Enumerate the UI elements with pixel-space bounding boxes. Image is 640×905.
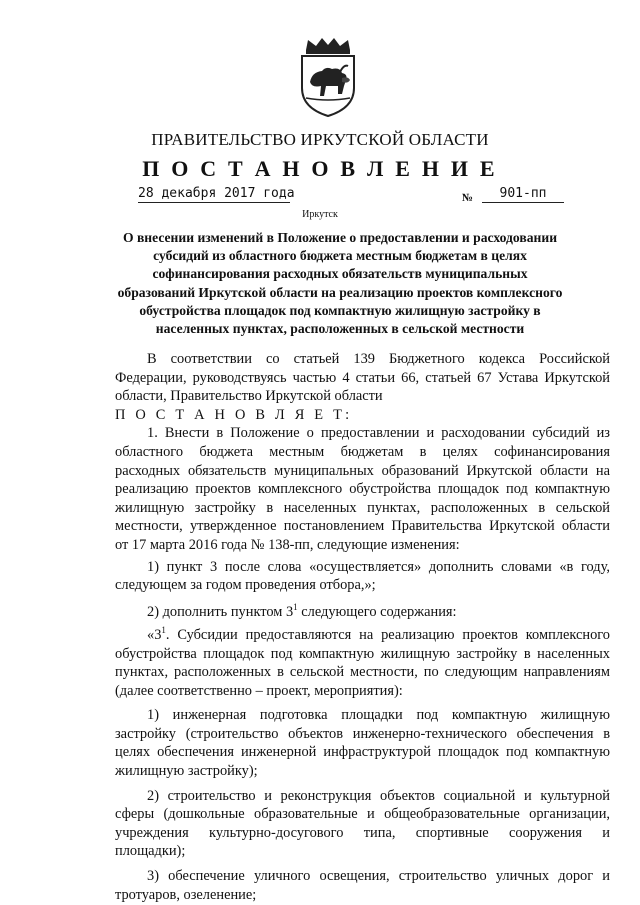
text-line: реализацию проектов комплексного обустройства площадок под компактную <box>115 481 610 498</box>
resolves-heading: П О С Т А Н О В Л Я Е Т: <box>115 406 353 423</box>
coat-of-arms-emblem <box>296 36 360 118</box>
text-line: учреждения культурно-досугового типа, спортивные сооружения и <box>115 824 610 841</box>
text-line: В соответствии со статьей 139 Бюджетного кодекса Российской <box>147 351 610 367</box>
city: Иркутск <box>302 209 338 220</box>
text-line: местности, утвержденное постановлением Правительства Иркутской области <box>115 518 610 535</box>
title-line: субсидий из областного бюджета местным бюджетам в целях <box>153 248 527 264</box>
text-line: застройку (строительство объектов инженерно-технического обеспечения в <box>115 725 610 742</box>
sub-item-2 <box>115 598 610 621</box>
text-line: площадки); <box>115 843 186 860</box>
superscript: 1 <box>161 625 166 636</box>
text-line: от 17 марта 2016 года № 138-пп, следующие изменения: <box>115 536 460 553</box>
title-line: образований Иркутской области на реализацию проектов комплексного <box>117 284 563 300</box>
document-title <box>100 229 580 338</box>
title-line: обустройства площадок под компактную жилищную застройку в <box>139 302 541 318</box>
text-line: 1) инженерная подготовка площадки под компактную жилищную <box>147 707 610 724</box>
item-1-paragraph <box>115 424 610 554</box>
text-line: 3) обеспечение уличного освещения, строительство уличных дорог и <box>147 868 610 885</box>
number-sign: № <box>462 192 474 204</box>
document-body <box>115 350 610 904</box>
text-line: обустройства площадок под компактную жилищную застройку в населенных <box>115 645 610 662</box>
text-line: тротуаров, озеленение; <box>115 886 257 903</box>
preamble-paragraph <box>115 350 610 406</box>
direction-1 <box>115 706 610 780</box>
text-line: 2) дополнить пунктом $3^1$ следующего содержания: <box>147 601 457 620</box>
title-line: софинансирования расходных обязательств муниципальных <box>152 266 528 282</box>
text-line: целях обеспечения инженерной инфраструктурой площадок под компактную <box>115 744 610 761</box>
title-line: населенных пунктах, расположенных в сельской местности <box>155 321 525 337</box>
text-line: жилищную застройку); <box>115 763 258 780</box>
text-line: расходных обязательств муниципальных образований Иркутской области на <box>115 462 610 479</box>
government-name: ПРАВИТЕЛЬСТВО ИРКУТСКОЙ ОБЛАСТИ <box>151 130 489 149</box>
text-line: (далее соответственно – проект, мероприятия): <box>115 682 403 699</box>
text-line: области, Правительство Иркутской области <box>115 388 383 405</box>
sub-item-1 <box>115 558 610 595</box>
text-line: Федерации, руководствуясь частью 4 статьи 66, статьей 67 Устава Иркутской <box>115 369 610 386</box>
direction-2 <box>115 787 610 861</box>
text-line: областного бюджета местным бюджетам в целях софинансирования <box>115 443 610 460</box>
text-line: следующем за годом проведения отбора,»; <box>115 577 376 594</box>
superscript: 1 <box>293 601 298 612</box>
text-line: 1) пункт 3 после слова «осуществляется» дополнить словами «в году, <box>147 558 610 575</box>
direction-3 <box>115 867 610 904</box>
text-line: жилищную застройку в населенных пунктах, расположенных в сельской <box>115 499 610 516</box>
text-line: «$3^1$. Субсидии предоставляются на реализацию проектов комплексного <box>147 625 610 643</box>
text-line: 2) строительство и реконструкция объектов социальной и культурной <box>147 787 610 804</box>
text-line: пунктах, расположенных в сельской местности, по следующим направлениям <box>115 664 610 681</box>
quoted-clause <box>115 621 610 700</box>
document-number: 901-пп <box>482 186 564 203</box>
text-line: 1. Внести в Положение о предоставлении и расходовании субсидий из <box>147 425 610 442</box>
document-date: 28 декабря 2017 года <box>138 186 295 201</box>
title-line: О внесении изменений в Положение о предоставлении и расходовании <box>122 230 558 245</box>
document-type: П О С Т А Н О В Л Е Н И Е <box>142 156 498 181</box>
text-line: сферы (дошкольные образовательные и общеобразовательные организации, <box>115 806 610 823</box>
